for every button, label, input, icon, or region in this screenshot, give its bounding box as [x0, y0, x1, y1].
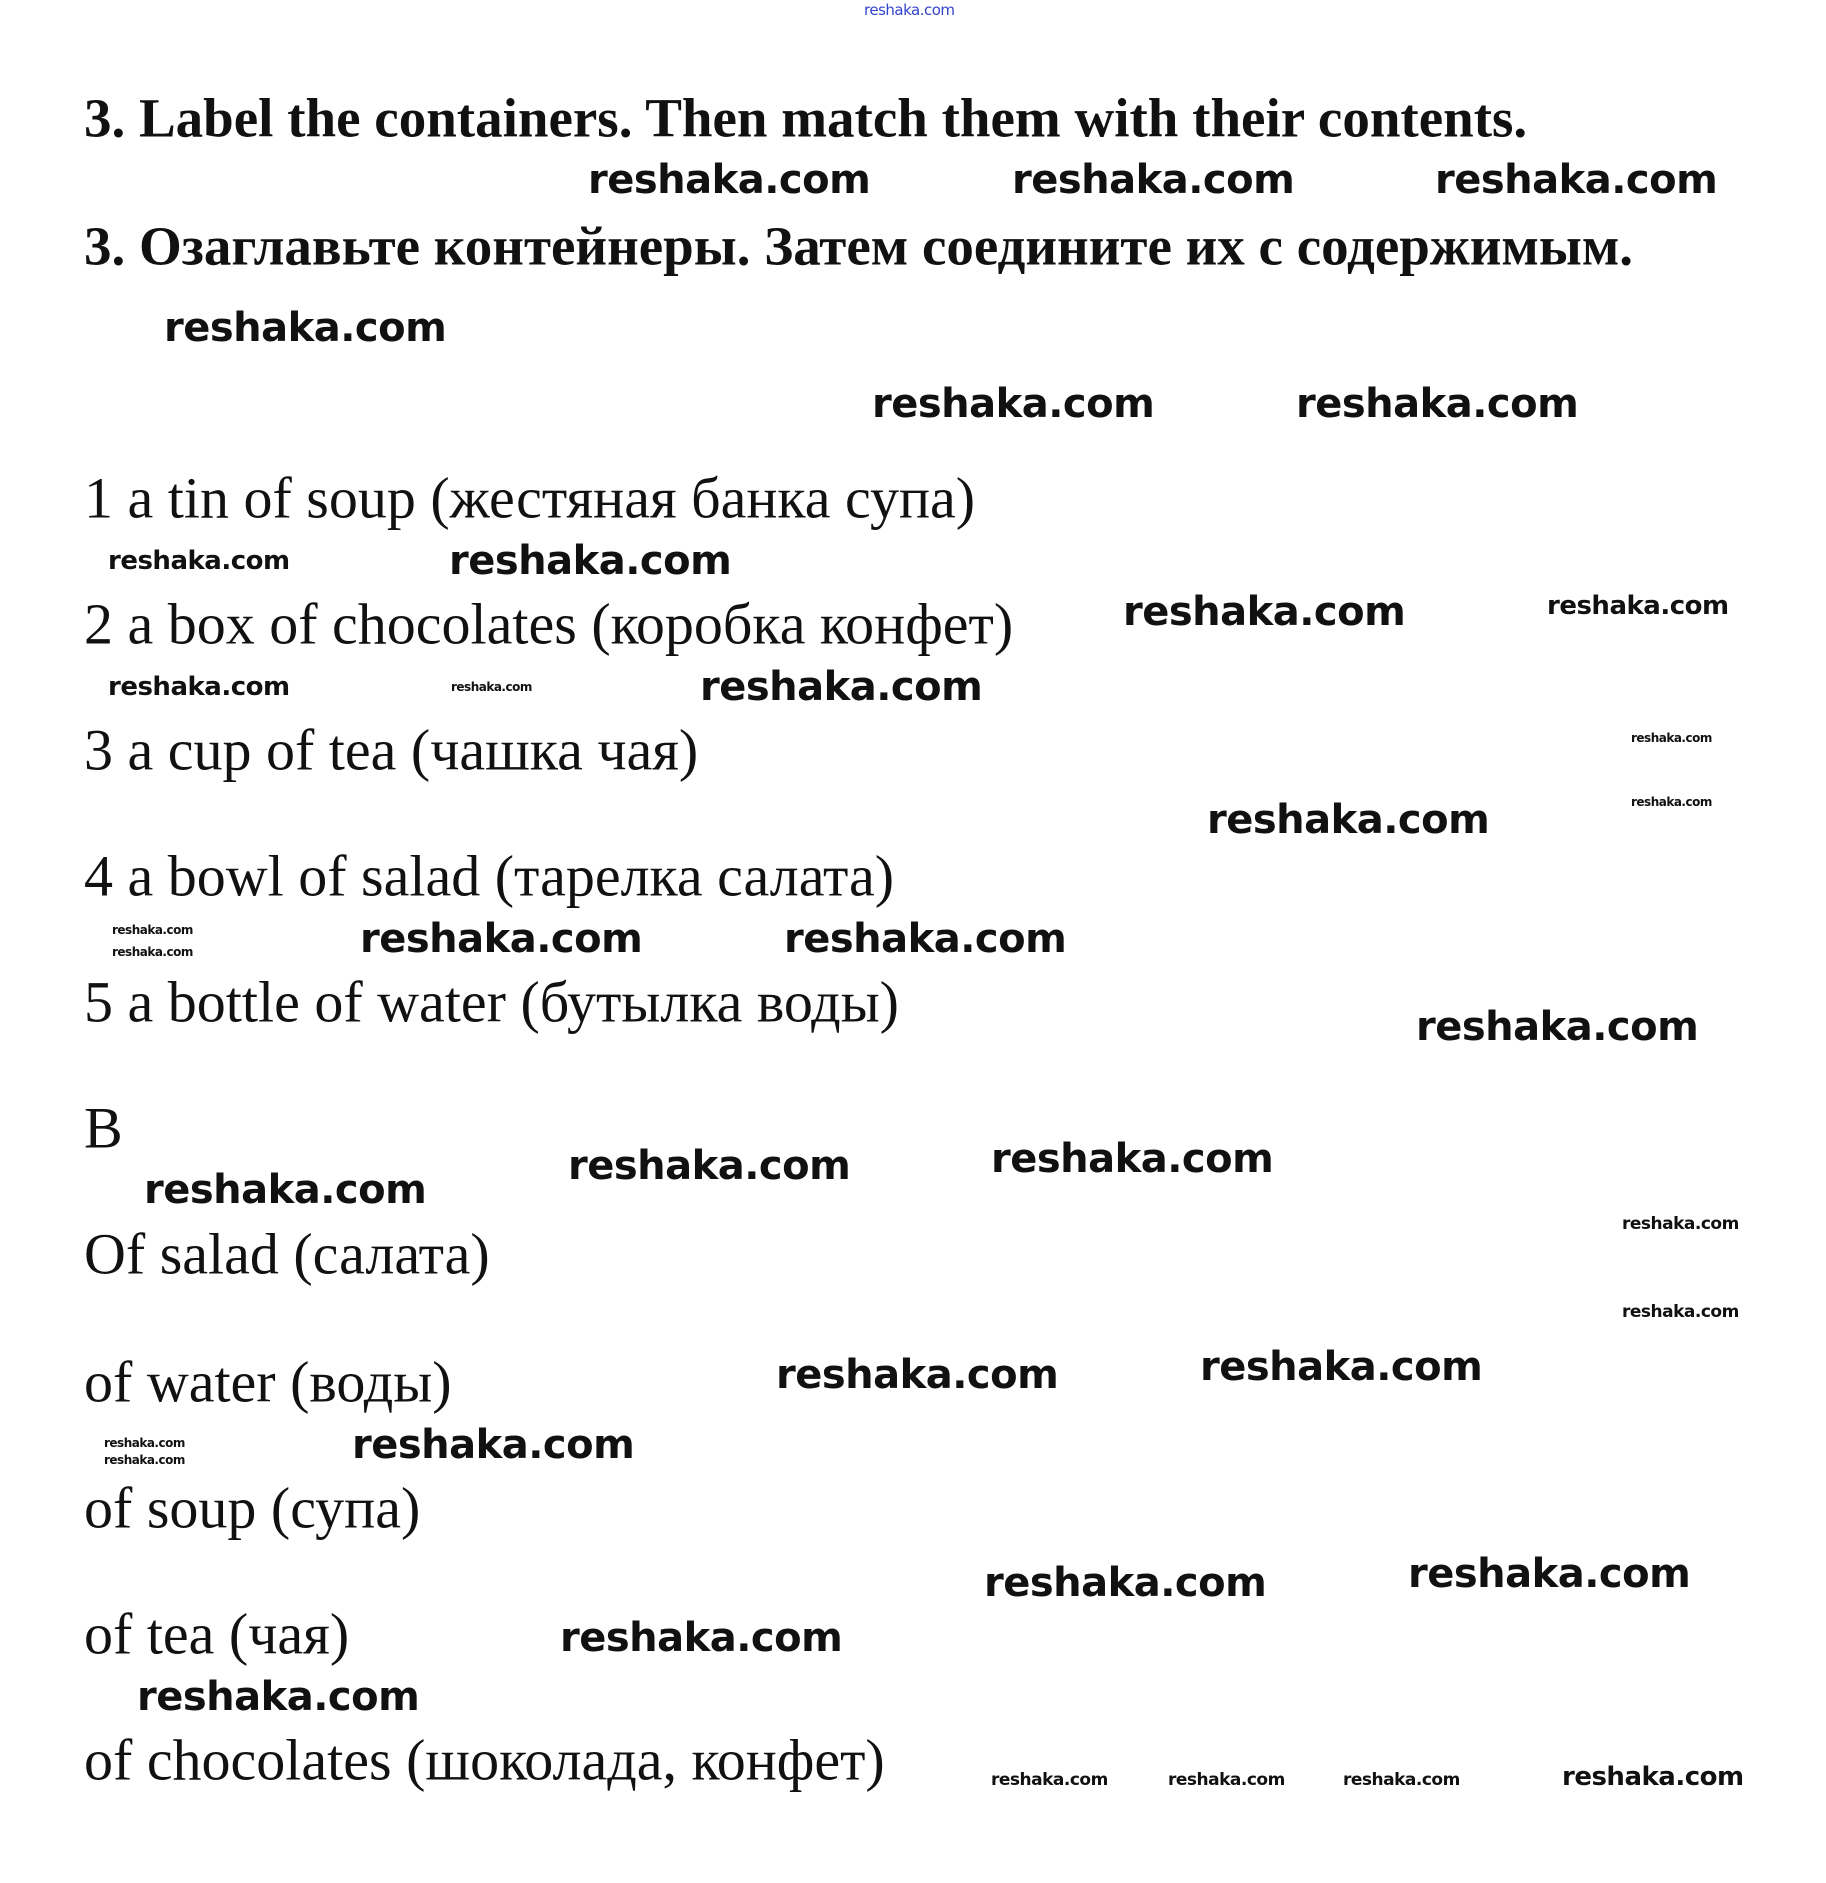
watermark: reshaka.com — [449, 538, 732, 584]
watermark: reshaka.com — [560, 1615, 843, 1661]
watermark: reshaka.com — [360, 916, 643, 962]
watermark: reshaka.com — [108, 672, 290, 702]
content-chocolates: of chocolates (шоколада, конфет) — [84, 1727, 885, 1793]
watermark: reshaka.com — [568, 1143, 851, 1189]
watermark: reshaka.com — [1200, 1344, 1483, 1390]
watermark: reshaka.com — [1631, 731, 1712, 745]
item-5: 5 a bottle of water (бутылка воды) — [84, 969, 899, 1035]
watermark: reshaka.com — [451, 680, 532, 694]
watermark: reshaka.com — [1622, 1302, 1739, 1322]
watermark: reshaka.com — [144, 1167, 427, 1213]
item-3: 3 a cup of tea (чашка чая) — [84, 717, 699, 783]
watermark: reshaka.com — [164, 305, 447, 351]
watermark: reshaka.com — [104, 1436, 185, 1450]
watermark: reshaka.com — [1562, 1762, 1744, 1792]
watermark: reshaka.com — [1435, 157, 1718, 203]
watermark: reshaka.com — [984, 1560, 1267, 1606]
watermark: reshaka.com — [588, 157, 871, 203]
content-soup: of soup (супа) — [84, 1475, 421, 1541]
watermark-link[interactable]: reshaka.com — [864, 1, 955, 19]
watermark: reshaka.com — [104, 1453, 185, 1467]
heading-english: 3. Label the containers. Then match them with their contents. — [84, 87, 1528, 149]
content-tea: of tea (чая) — [84, 1601, 350, 1667]
watermark: reshaka.com — [1547, 591, 1729, 621]
content-salad: Of salad (салата) — [84, 1221, 490, 1287]
watermark: reshaka.com — [1343, 1770, 1460, 1790]
watermark: reshaka.com — [1631, 795, 1712, 809]
item-2: 2 a box of chocolates (коробка конфет) — [84, 591, 1014, 657]
watermark: reshaka.com — [112, 945, 193, 959]
watermark: reshaka.com — [1168, 1770, 1285, 1790]
section-b-label: B — [84, 1095, 123, 1161]
watermark: reshaka.com — [1123, 589, 1406, 635]
watermark: reshaka.com — [1622, 1214, 1739, 1234]
watermark: reshaka.com — [1207, 797, 1490, 843]
watermark: reshaka.com — [1416, 1004, 1699, 1050]
watermark: reshaka.com — [352, 1422, 635, 1468]
item-1: 1 a tin of soup (жестяная банка супа) — [84, 465, 976, 531]
watermark: reshaka.com — [137, 1674, 420, 1720]
watermark: reshaka.com — [1408, 1551, 1691, 1597]
watermark: reshaka.com — [112, 923, 193, 937]
item-4: 4 a bowl of salad (тарелка салата) — [84, 843, 895, 909]
watermark: reshaka.com — [108, 546, 290, 576]
watermark: reshaka.com — [700, 664, 983, 710]
watermark: reshaka.com — [991, 1136, 1274, 1182]
content-water: of water (воды) — [84, 1349, 452, 1415]
watermark: reshaka.com — [1296, 381, 1579, 427]
heading-russian: 3. Озаглавьте контейнеры. Затем соедините их с содержимым. — [84, 215, 1634, 277]
watermark: reshaka.com — [991, 1770, 1108, 1790]
watermark: reshaka.com — [872, 381, 1155, 427]
watermark: reshaka.com — [1012, 157, 1295, 203]
watermark: reshaka.com — [776, 1352, 1059, 1398]
watermark: reshaka.com — [784, 916, 1067, 962]
